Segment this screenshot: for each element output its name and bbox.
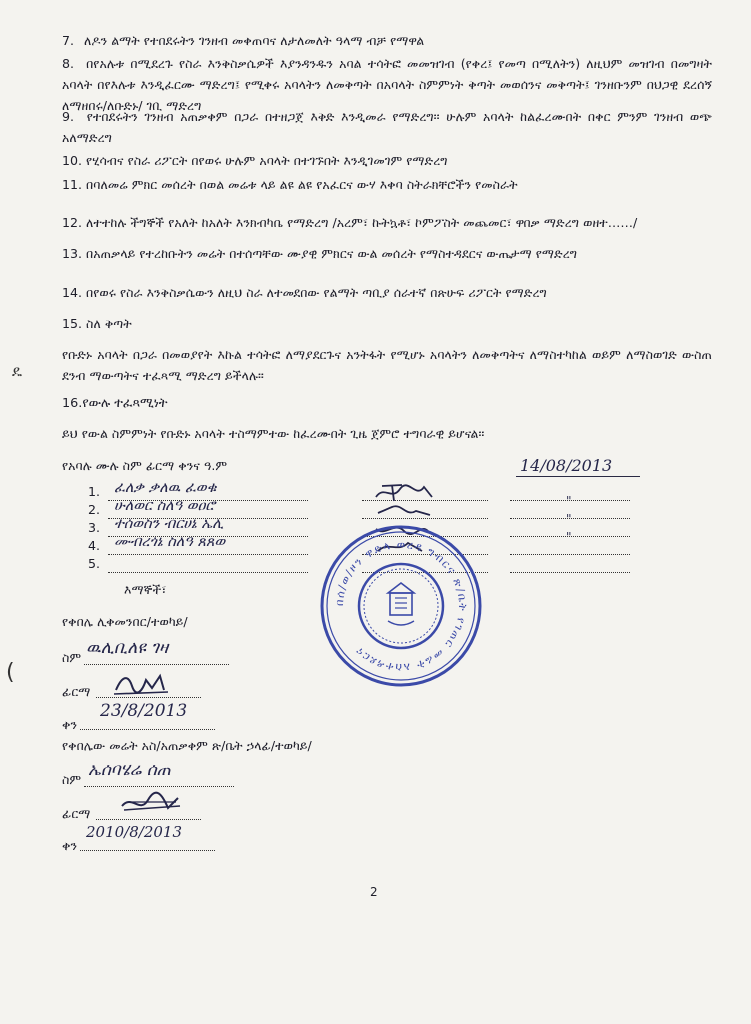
signature-row-number: 2. bbox=[88, 502, 101, 517]
signature-member-name: ሁለወር ስለዓ ወዐሮ bbox=[114, 498, 216, 514]
signature-row-number: 1. bbox=[88, 484, 101, 499]
signature-date-line bbox=[510, 554, 630, 555]
receiver-sign-label: ፊርማ bbox=[62, 684, 91, 699]
item-text: ለዶን ልማት የተበደሩትን ገንዘብ መቀጠባና ለታለመለት ዓላማ ብቻ የማዋል bbox=[84, 33, 425, 48]
signature-date: " bbox=[566, 512, 572, 526]
item-text: በባለመሬ ምክር መሰረት በወል መሬቱ ላይ ልዩ ልዩ የአፈርና ውሃ እቀባ ስትራክቸሮችን የመስራት bbox=[86, 177, 518, 192]
signature-member-name: ፈለቃ ቃለዉ ፈወቁ bbox=[114, 480, 217, 496]
stamp-emblem-icon bbox=[388, 583, 414, 625]
receiver-date-label: ቀን bbox=[62, 717, 78, 732]
item-number: 9. bbox=[62, 109, 75, 124]
office-signature-mark bbox=[118, 790, 184, 818]
member-signature-mark bbox=[372, 501, 452, 521]
item-text: በየወሩ የስራ እንቅስቃሴውን ለዚህ ስራ ለተመደበው የልማት ጣቢያ ሰራተኛ በጽሁፍ ሪፖርት የማድረግ bbox=[86, 285, 547, 300]
receiver-title: የቀበሌ ሊቀመንበር/ተወካይ/ bbox=[62, 614, 188, 629]
obligation-item bbox=[62, 106, 712, 148]
signature-member-name: ተሰወስን ብርሀኔ ኤሊ bbox=[114, 516, 224, 532]
official-stamp bbox=[318, 523, 484, 689]
item-text: ለተተከሉ ችግኞች የአለት ከአለት እንክብካቤ የማድረግ /አረም፣ ኩትኳቶ፣ ኮምፖስት መጨመር፣ ዋበቃ ማድረግ ወዘተ……/ bbox=[86, 215, 638, 230]
signature-row-number: 5. bbox=[88, 556, 101, 571]
item-text: በአጠቃላይ የተረከቡትን መሬት በተሰጣቸው ሙያዊ ምክርና ውል መሰረት የማስተዳደርና ውጤታማ የማድረግ bbox=[86, 246, 578, 261]
office-name-label: ስም bbox=[62, 772, 82, 787]
margin-bracket-icon: ( bbox=[6, 660, 15, 685]
receiver-name-line bbox=[84, 664, 229, 665]
item-number: 13. bbox=[62, 246, 83, 261]
signature-date: " bbox=[566, 494, 572, 508]
date-underline bbox=[516, 476, 640, 477]
item-number: 14. bbox=[62, 285, 83, 300]
item-text: የሂሳብና የስራ ሪፖርት በየወሩ ሁሉም አባላት በተገኙበት እንዲገመገም የማድረግ bbox=[86, 153, 448, 168]
signature-date-line bbox=[510, 572, 630, 573]
office-date-line bbox=[80, 850, 215, 851]
receiver-name-handwritten: ዉሊቢለዩ ገዛ bbox=[86, 638, 169, 658]
signature-date: 14/08/2013 bbox=[520, 456, 613, 475]
receiver-date-handwritten: 23/8/2013 bbox=[100, 701, 188, 721]
signature-member-name: ሙብረጎኔ ስለዓ ጸጸወ bbox=[114, 534, 226, 550]
signature-row-number: 3. bbox=[88, 520, 101, 535]
member-signature-mark bbox=[372, 483, 452, 503]
obligation-item bbox=[62, 212, 712, 233]
obligation-item bbox=[62, 174, 712, 195]
validity-heading: 16.የውሉ ተፈጻሚነት bbox=[62, 396, 168, 411]
item-number: 7. bbox=[62, 33, 75, 48]
signature-date: " bbox=[566, 530, 572, 544]
receiver-name-label: ስም bbox=[62, 650, 82, 665]
item-number: 11. bbox=[62, 177, 83, 192]
item-number: 15. bbox=[62, 316, 83, 331]
obligation-item bbox=[62, 150, 712, 171]
signature-name-line bbox=[108, 572, 308, 573]
signature-name-line bbox=[108, 554, 308, 555]
page-number: 2 bbox=[370, 885, 378, 899]
svg-text:በሰ/ወ/ዞን ዋድላ ወረዳ ግብርና ጽ/ቤት የገጠር bbox=[333, 538, 469, 674]
item-number: 10. bbox=[62, 153, 83, 168]
obligation-item bbox=[62, 282, 712, 303]
signature-row-number: 4. bbox=[88, 538, 101, 553]
office-sign-label: ፊርማ bbox=[62, 806, 91, 821]
office-date-label: ቀን bbox=[62, 838, 78, 853]
validity-text: ይህ የውል ስምምነት የቡድኑ አባላት ተስማምተው ከፈረሙበት ጊዜ ጀምሮ ተግባራዊ ይሆናል፡፡ bbox=[62, 426, 485, 441]
penalty-paragraph: የቡድኑ አባላት በጋራ በመወያየት እኩል ተሳትፎ ለማያደርጉና አንትፋት የሚሆኑ አባላትን ለመቅጣትና ለማስተካከል ወይም ለማስወገድ ውስጠ ደንብ ማውጣትና ተፈጻሚ ማድረግ ይችላሉ፡፡ bbox=[62, 347, 712, 383]
witnesses-label: እማኞች፣ bbox=[124, 582, 167, 597]
stamp-ring-text: በሰ/ወ/ዞን ዋድላ ወረዳ ግብርና ጽ/ቤት የገጠር መሬት አስተዳደርና bbox=[332, 537, 470, 675]
item-text: የተበደሩትን ገንዘብ አጠቃቀም በጋራ በተዘጋጀ እቅድ እንዲመራ የማድረግ፡፡ ሁሉም አባላት ከልፈረሙበት በቀር ምንም ገንዘብ ወጭ አለማድረግ bbox=[62, 109, 712, 145]
receiver-signature-mark bbox=[112, 670, 172, 698]
office-name-line bbox=[84, 786, 234, 787]
obligation-item bbox=[62, 243, 712, 264]
signature-header: የአባሉ ሙሉ ስም ፊርማ ቀንና ዓ.ም bbox=[62, 458, 228, 473]
receiver-date-line bbox=[80, 729, 215, 730]
margin-scribble-icon: ዴ bbox=[12, 362, 23, 380]
item-text: ስለ ቅጣት bbox=[86, 316, 132, 331]
office-date-handwritten: 2010/8/2013 bbox=[86, 823, 182, 841]
obligation-item bbox=[62, 30, 712, 51]
item-text: በየአሉቱ በሚደረጉ የስራ እንቅስቃሴዎች እያንዳንዱን አባል ተሳትፎ መመዝገብ (የቀረ፤ የመጣ በሚለትን) ለዚህም መዝገብ በመግዛት አባላት በየእሉቱ እንዲፈርሙ ማድረግ፤ የሚቀሩ አባላትን ለመቅጣት በአባላት ስምምነት ቅጣት መወሰንና መቅጣት፤ ገንዘቡንም በህጋዊ ደረሰኝ ለማዘበሩ/ለቡድኑ/ ገቢ ማድረግ bbox=[62, 56, 712, 113]
obligation-item bbox=[62, 313, 712, 334]
item-number: 8. bbox=[62, 56, 75, 71]
item-number: 12. bbox=[62, 215, 83, 230]
office-title: የቀበሌው መሬት አስ/አጠቃቀም ጽ/ቤት ኃላፊ/ተወካይ/ bbox=[62, 738, 312, 753]
office-sign-line bbox=[96, 819, 201, 820]
office-name-handwritten: ኤሰባሄሬ ሰጠ bbox=[88, 760, 171, 780]
